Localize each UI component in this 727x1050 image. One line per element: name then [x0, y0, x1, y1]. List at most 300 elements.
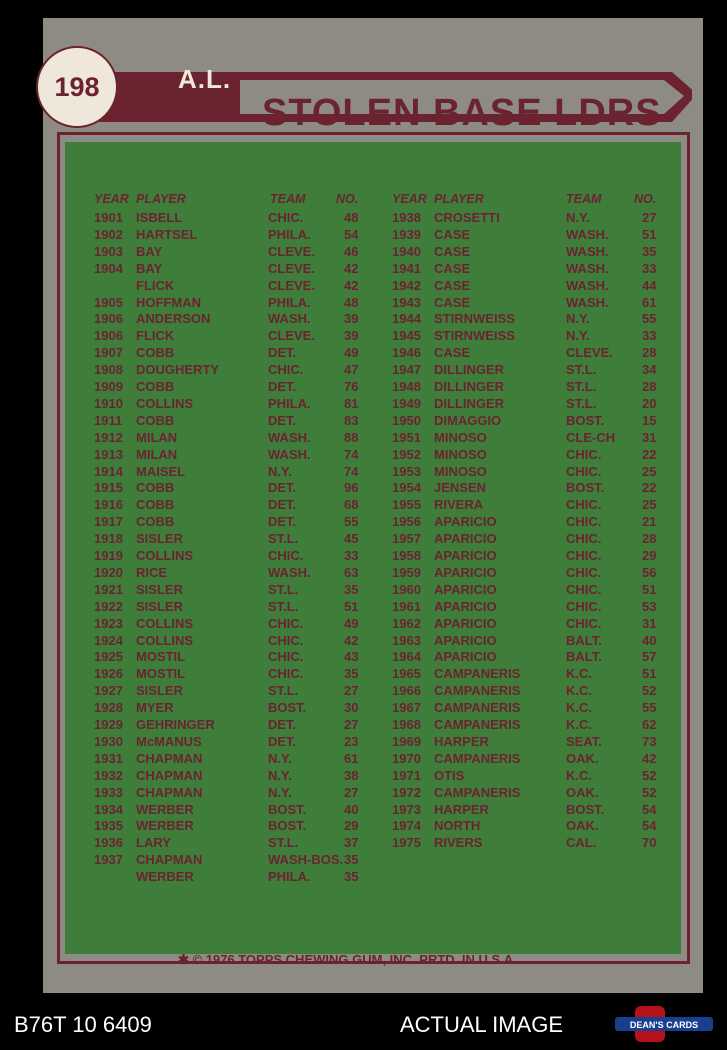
team-cell: ST.L.: [268, 835, 299, 851]
year-cell: 1938: [392, 210, 421, 225]
player-cell: STIRNWEISS: [434, 328, 515, 344]
year-cell: 1959: [392, 564, 421, 580]
year-cell: 1932: [94, 767, 123, 783]
player-cell: RIVERA: [434, 497, 484, 513]
team-cell: WASH.: [268, 311, 311, 327]
team-cell: SEAT.: [566, 733, 602, 749]
deans-cards-logo: [615, 1006, 713, 1042]
number-cell: 28: [642, 531, 657, 547]
player-cell: COLLINS: [136, 632, 194, 648]
number-cell: 51: [642, 226, 657, 242]
player-cell: APARICIO: [434, 581, 497, 597]
team-cell: K.C.: [566, 666, 592, 682]
player-cell: APARICIO: [434, 632, 497, 648]
player-cell: COLLINS: [136, 615, 194, 631]
player-cell: FLICK: [136, 328, 175, 344]
year-cell: 1963: [392, 632, 421, 648]
card-number: 198: [54, 72, 100, 102]
number-cell: 39: [344, 311, 359, 327]
player-cell: APARICIO: [434, 548, 497, 563]
year-cell: 1957: [392, 531, 421, 547]
player-cell: APARICIO: [434, 649, 497, 665]
player-cell: MINOSO: [434, 446, 487, 462]
catalog-id: B76T 10 6409: [14, 1012, 152, 1037]
number-cell: 22: [642, 446, 657, 462]
number-cell: 54: [344, 226, 359, 242]
player-cell: McMANUS: [136, 733, 202, 749]
team-cell: OAK.: [566, 784, 599, 800]
player-cell: WERBER: [136, 869, 194, 885]
player-cell: COLLINS: [136, 548, 194, 563]
team-cell: WASH.: [268, 564, 311, 580]
player-cell: CHAPMAN: [136, 784, 203, 800]
player-cell: BAY: [136, 260, 163, 276]
team-cell: CLE-CH: [566, 429, 616, 445]
year-cell: 1935: [94, 818, 123, 834]
number-cell: 45: [344, 531, 359, 547]
number-cell: 51: [642, 581, 657, 597]
team-cell: ST.L.: [566, 379, 597, 394]
player-cell: COBB: [136, 379, 175, 394]
year-cell: 1933: [94, 784, 123, 800]
number-cell: 52: [642, 683, 657, 699]
player-cell: HARPER: [434, 733, 489, 749]
number-cell: 42: [344, 277, 359, 293]
player-cell: CASE: [434, 243, 471, 259]
team-cell: DET.: [268, 379, 297, 394]
number-cell: 28: [642, 345, 657, 361]
team-cell: DET.: [268, 514, 297, 530]
actual-image-label: ACTUAL IMAGE: [400, 1012, 563, 1037]
player-cell: ANDERSON: [136, 311, 211, 327]
number-cell: 27: [344, 784, 359, 800]
number-cell: 40: [344, 801, 359, 817]
team-cell: PHILA.: [268, 395, 311, 411]
player-cell: RICE: [136, 564, 168, 580]
number-cell: 39: [344, 328, 359, 344]
team-cell: BALT.: [566, 632, 602, 648]
team-cell: BOST.: [566, 480, 605, 496]
player-cell: DILLINGER: [434, 379, 505, 394]
year-cell: 1936: [94, 835, 123, 851]
header-year: YEAR: [94, 192, 129, 206]
team-cell: OAK.: [566, 818, 599, 834]
team-cell: WASH.: [566, 260, 609, 276]
player-cell: FLICK: [136, 277, 175, 293]
player-cell: SISLER: [136, 531, 183, 547]
team-cell: PHILA.: [268, 294, 311, 310]
header-no: NO.: [336, 192, 359, 206]
team-cell: DET.: [268, 717, 297, 732]
player-cell: CAMPANERIS: [434, 717, 521, 732]
year-cell: 1973: [392, 801, 421, 817]
player-cell: CROSETTI: [434, 210, 500, 225]
header-team: TEAM: [566, 192, 602, 206]
player-cell: CASE: [434, 226, 471, 242]
player-cell: CAMPANERIS: [434, 666, 521, 682]
year-cell: 1914: [94, 463, 123, 479]
player-cell: LARY: [136, 835, 171, 851]
number-cell: 21: [642, 514, 657, 530]
year-cell: 1926: [94, 666, 123, 682]
number-cell: 73: [642, 733, 657, 749]
year-cell: 1923: [94, 615, 123, 631]
team-cell: CLEVE.: [268, 260, 315, 276]
number-cell: 23: [344, 733, 359, 749]
year-cell: 1949: [392, 395, 421, 411]
number-cell: 55: [642, 700, 657, 716]
team-cell: CHIC.: [566, 615, 602, 631]
year-cell: 1931: [94, 750, 123, 766]
number-cell: 49: [344, 615, 359, 631]
player-cell: DIMAGGIO: [434, 412, 502, 428]
player-cell: HARPER: [434, 801, 489, 817]
header-year: YEAR: [392, 192, 427, 206]
team-cell: N.Y.: [268, 767, 292, 783]
team-cell: CHIC.: [268, 615, 304, 631]
team-cell: CAL.: [566, 835, 597, 851]
number-cell: 15: [642, 412, 657, 428]
year-cell: 1908: [94, 362, 123, 378]
year-cell: 1969: [392, 733, 421, 749]
team-cell: CHIC.: [268, 666, 304, 682]
team-cell: WASH.: [566, 243, 609, 259]
team-cell: WASH.: [566, 294, 609, 310]
number-cell: 54: [642, 801, 657, 817]
number-cell: 62: [642, 717, 657, 732]
year-cell: 1901: [94, 210, 123, 225]
year-cell: 1905: [94, 294, 123, 310]
player-cell: WERBER: [136, 818, 194, 834]
number-cell: 76: [344, 379, 359, 394]
team-cell: N.Y.: [566, 311, 590, 327]
player-cell: CASE: [434, 345, 471, 361]
player-cell: MYER: [136, 700, 174, 716]
year-cell: 1943: [392, 294, 421, 310]
year-cell: 1944: [392, 311, 421, 327]
number-cell: 51: [344, 598, 359, 614]
year-cell: 1940: [392, 243, 421, 259]
player-cell: NORTH: [434, 818, 481, 834]
year-cell: 1907: [94, 345, 123, 361]
player-cell: DILLINGER: [434, 362, 505, 378]
year-cell: 1956: [392, 514, 421, 530]
team-cell: CHIC.: [566, 531, 602, 547]
number-cell: 47: [344, 362, 359, 378]
team-cell: CHIC.: [566, 514, 602, 530]
player-cell: CHAPMAN: [136, 767, 203, 783]
year-cell: 1939: [392, 226, 421, 242]
player-cell: CAMPANERIS: [434, 700, 521, 716]
number-cell: 42: [344, 260, 359, 276]
number-cell: 33: [642, 328, 657, 344]
year-cell: 1912: [94, 429, 123, 445]
year-cell: 1950: [392, 412, 421, 428]
number-cell: 61: [642, 294, 657, 310]
number-cell: 30: [344, 700, 359, 716]
number-cell: 81: [344, 395, 359, 411]
number-cell: 35: [642, 243, 657, 259]
team-cell: DET.: [268, 497, 297, 513]
player-cell: RIVERS: [434, 835, 483, 851]
year-cell: 1921: [94, 581, 123, 597]
year-cell: 1906: [94, 328, 123, 344]
number-cell: 31: [642, 429, 657, 445]
number-cell: 56: [642, 564, 657, 580]
team-cell: CHIC.: [566, 581, 602, 597]
team-cell: ST.L.: [566, 395, 597, 411]
team-cell: BALT.: [566, 649, 602, 665]
team-cell: PHILA.: [268, 869, 311, 885]
year-cell: 1920: [94, 564, 123, 580]
team-cell: CHIC.: [566, 497, 602, 513]
number-cell: 35: [344, 666, 359, 682]
year-cell: 1909: [94, 379, 123, 394]
baseball-icon: [36, 46, 118, 128]
player-cell: COBB: [136, 480, 175, 496]
player-cell: CASE: [434, 260, 471, 276]
team-cell: BOST.: [268, 700, 307, 716]
team-cell: ST.L.: [268, 531, 299, 547]
year-cell: 1965: [392, 666, 421, 682]
player-cell: MOSTIL: [136, 649, 186, 665]
team-cell: CLEVE.: [268, 328, 315, 344]
year-cell: 1902: [94, 226, 123, 242]
player-cell: APARICIO: [434, 615, 497, 631]
header-player: PLAYER: [136, 192, 186, 206]
team-cell: DET.: [268, 412, 297, 428]
svg-text:DEAN'S CARDS: DEAN'S CARDS: [629, 1020, 699, 1030]
number-cell: 28: [642, 379, 657, 394]
team-cell: BOST.: [566, 801, 605, 817]
year-cell: 1964: [392, 649, 421, 665]
team-cell: DET.: [268, 733, 297, 749]
year-cell: 1916: [94, 497, 123, 513]
year-cell: 1911: [94, 412, 123, 428]
year-cell: 1958: [392, 548, 421, 563]
year-cell: 1966: [392, 683, 421, 699]
team-cell: WASH.: [566, 277, 609, 293]
number-cell: 20: [642, 395, 657, 411]
year-cell: 1975: [392, 835, 421, 851]
team-cell: DET.: [268, 345, 297, 361]
number-cell: 25: [642, 497, 657, 513]
team-cell: WASH.: [268, 429, 311, 445]
player-cell: DOUGHERTY: [136, 362, 220, 378]
year-cell: 1917: [94, 514, 123, 530]
number-cell: 42: [344, 632, 359, 648]
number-cell: 52: [642, 784, 657, 800]
player-cell: CAMPANERIS: [434, 683, 521, 699]
number-cell: 35: [344, 869, 359, 885]
number-cell: 48: [344, 210, 359, 225]
number-cell: 43: [344, 649, 359, 665]
number-cell: 55: [642, 311, 657, 327]
league-label: A.L.: [178, 64, 232, 94]
team-cell: ST.L.: [268, 598, 299, 614]
number-cell: 31: [642, 615, 657, 631]
number-cell: 37: [344, 835, 359, 851]
team-cell: CHIC.: [566, 548, 602, 563]
player-cell: COBB: [136, 412, 175, 428]
header-player: PLAYER: [434, 192, 484, 206]
player-cell: MINOSO: [434, 429, 487, 445]
number-cell: 88: [344, 429, 359, 445]
player-cell: MILAN: [136, 429, 178, 445]
team-cell: N.Y.: [566, 328, 590, 344]
number-cell: 49: [344, 345, 359, 361]
number-cell: 96: [344, 480, 359, 496]
team-cell: ST.L.: [268, 581, 299, 597]
player-cell: STIRNWEISS: [434, 311, 515, 327]
year-cell: 1924: [94, 632, 123, 648]
player-cell: MINOSO: [434, 463, 487, 479]
number-cell: 38: [344, 767, 359, 783]
player-cell: APARICIO: [434, 598, 497, 614]
player-cell: COLLINS: [136, 395, 194, 411]
player-cell: SISLER: [136, 581, 183, 597]
team-cell: WASH.: [566, 226, 609, 242]
number-cell: 27: [344, 717, 359, 732]
year-cell: 1967: [392, 700, 421, 716]
number-cell: 33: [344, 548, 359, 563]
number-cell: 40: [642, 632, 657, 648]
player-cell: WERBER: [136, 801, 194, 817]
player-cell: JENSEN: [434, 480, 487, 496]
year-cell: 1919: [94, 548, 123, 563]
team-cell: CHIC.: [268, 548, 304, 563]
player-cell: HOFFMAN: [136, 294, 201, 310]
team-cell: N.Y.: [268, 784, 292, 800]
player-cell: MILAN: [136, 446, 178, 462]
player-cell: CHAPMAN: [136, 750, 203, 766]
number-cell: 44: [642, 277, 657, 293]
number-cell: 25: [642, 463, 657, 479]
team-cell: N.Y.: [268, 750, 292, 766]
number-cell: 35: [344, 852, 359, 868]
team-cell: N.Y.: [566, 210, 590, 225]
team-cell: CHIC.: [268, 362, 304, 378]
team-cell: CLEVE.: [566, 345, 613, 361]
year-cell: 1961: [392, 598, 421, 614]
year-cell: 1971: [392, 767, 421, 783]
year-cell: 1918: [94, 531, 123, 547]
number-cell: 52: [642, 767, 657, 783]
header-team: TEAM: [270, 192, 306, 206]
year-cell: 1929: [94, 717, 123, 732]
number-cell: 70: [642, 835, 657, 851]
year-cell: 1922: [94, 598, 123, 614]
year-cell: 1934: [94, 801, 123, 817]
player-cell: HARTSEL: [136, 226, 198, 242]
number-cell: 57: [642, 649, 657, 665]
team-cell: OAK.: [566, 750, 599, 766]
player-cell: ISBELL: [136, 210, 183, 225]
number-cell: 63: [344, 564, 359, 580]
year-cell: 1954: [392, 480, 421, 496]
team-cell: CHIC.: [566, 598, 602, 614]
number-cell: 55: [344, 514, 359, 530]
number-cell: 29: [344, 818, 359, 834]
year-cell: 1952: [392, 446, 421, 462]
year-cell: 1946: [392, 345, 421, 361]
number-cell: 61: [344, 750, 359, 766]
year-cell: 1974: [392, 818, 421, 834]
player-cell: SISLER: [136, 683, 183, 699]
team-cell: K.C.: [566, 717, 592, 732]
number-cell: 27: [642, 210, 657, 225]
player-cell: APARICIO: [434, 564, 497, 580]
team-cell: CHIC.: [268, 210, 304, 225]
year-cell: 1953: [392, 463, 421, 479]
player-cell: OTIS: [434, 767, 465, 783]
number-cell: 46: [344, 243, 359, 259]
player-cell: COBB: [136, 514, 175, 530]
number-cell: 53: [642, 598, 657, 614]
year-cell: 1937: [94, 852, 123, 868]
year-cell: 1903: [94, 243, 123, 259]
team-cell: CHIC.: [566, 463, 602, 479]
number-cell: 68: [344, 497, 359, 513]
team-cell: CHIC.: [566, 564, 602, 580]
number-cell: 83: [344, 412, 359, 428]
number-cell: 34: [642, 362, 657, 378]
player-cell: CASE: [434, 277, 471, 293]
number-cell: 51: [642, 666, 657, 682]
number-cell: 74: [344, 463, 359, 479]
year-cell: 1904: [94, 260, 123, 276]
team-cell: WASH-BOS.: [268, 852, 344, 868]
player-cell: CASE: [434, 294, 471, 310]
copyright-footer: ✱ © 1976 TOPPS CHEWING GUM, INC. PRTD. IN U.S.A.: [178, 952, 517, 967]
year-cell: 1972: [392, 784, 421, 800]
year-cell: 1925: [94, 649, 123, 665]
team-cell: PHILA.: [268, 226, 311, 242]
player-cell: APARICIO: [434, 514, 497, 530]
year-cell: 1951: [392, 429, 421, 445]
year-cell: 1960: [392, 581, 421, 597]
year-cell: 1945: [392, 328, 421, 344]
year-cell: 1927: [94, 683, 123, 699]
player-cell: DILLINGER: [434, 395, 505, 411]
player-cell: CAMPANERIS: [434, 750, 521, 766]
team-cell: CHIC.: [268, 649, 304, 665]
number-cell: 35: [344, 581, 359, 597]
team-cell: ST.L.: [566, 362, 597, 378]
team-cell: BOST.: [268, 801, 307, 817]
number-cell: 29: [642, 548, 657, 563]
year-cell: 1906: [94, 311, 123, 327]
team-cell: DET.: [268, 480, 297, 496]
team-cell: K.C.: [566, 683, 592, 699]
number-cell: 22: [642, 480, 657, 496]
player-cell: APARICIO: [434, 531, 497, 547]
number-cell: 42: [642, 750, 657, 766]
player-cell: MAISEL: [136, 463, 186, 479]
team-cell: WASH.: [268, 446, 311, 462]
team-cell: ST.L.: [268, 683, 299, 699]
team-cell: BOST.: [268, 818, 307, 834]
year-cell: 1942: [392, 277, 421, 293]
player-cell: MOSTIL: [136, 666, 186, 682]
year-cell: 1947: [392, 362, 421, 378]
year-cell: 1968: [392, 717, 421, 732]
number-cell: 54: [642, 818, 657, 834]
year-cell: 1930: [94, 733, 123, 749]
team-cell: CHIC.: [268, 632, 304, 648]
team-cell: K.C.: [566, 767, 592, 783]
team-cell: CLEVE.: [268, 277, 315, 293]
